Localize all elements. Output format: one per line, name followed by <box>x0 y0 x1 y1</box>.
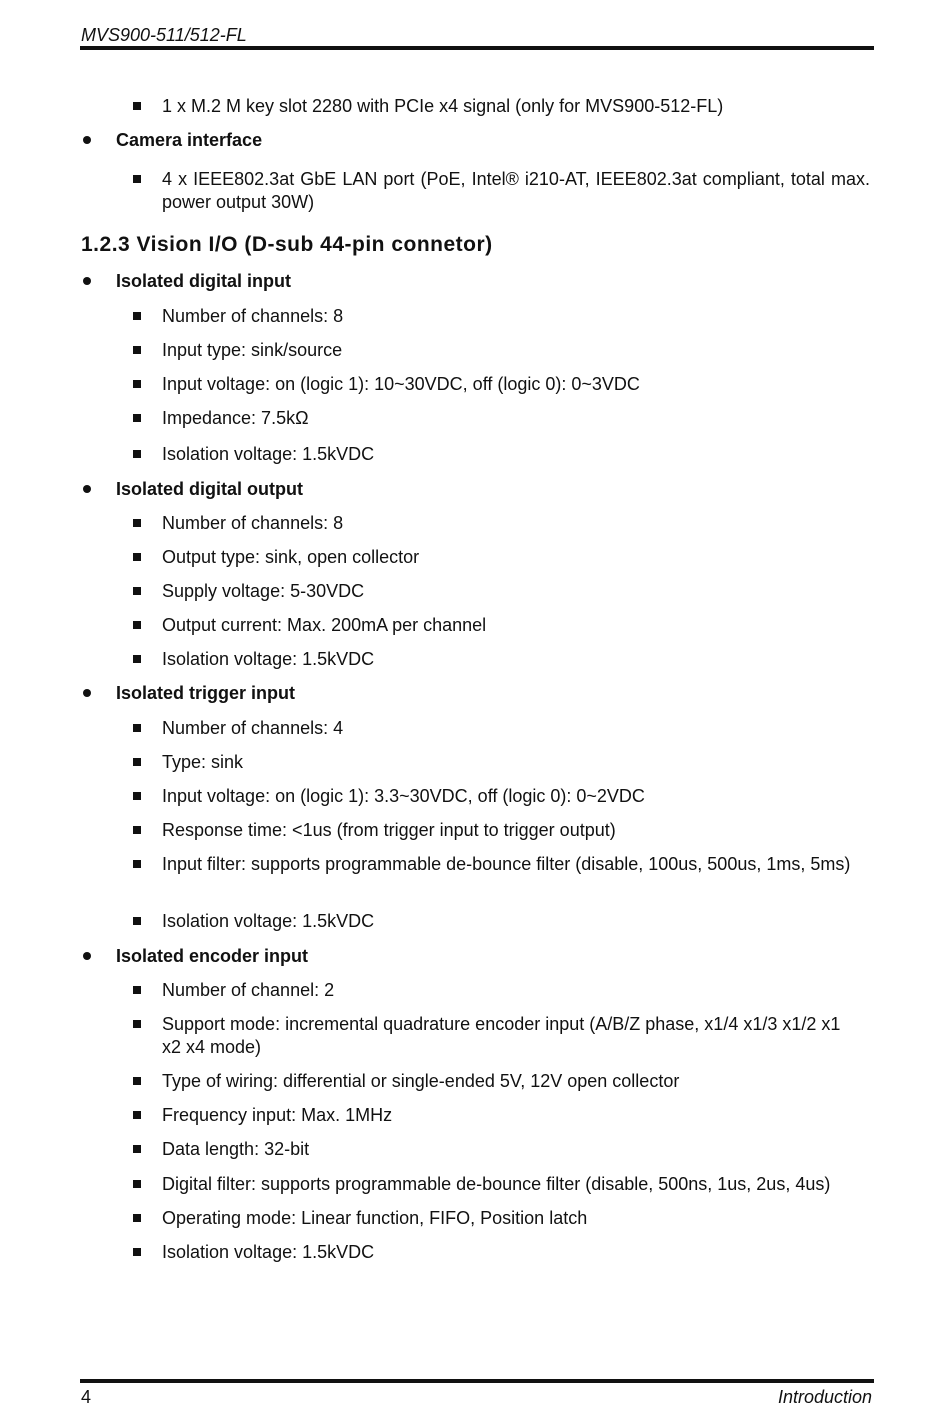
list-item: Supply voltage: 5-30VDC <box>162 581 365 601</box>
square-bullet-icon <box>133 826 141 834</box>
header-divider <box>80 46 874 50</box>
square-bullet-icon <box>133 917 141 925</box>
list-item: Input voltage: on (logic 1): 3.3~30VDC, off (logic 0): 0~2VDC <box>162 786 645 806</box>
digital-output-title: Isolated digital output <box>116 479 303 499</box>
round-bullet-icon <box>83 485 91 493</box>
square-bullet-icon <box>133 621 141 629</box>
square-bullet-icon <box>133 986 141 994</box>
square-bullet-icon <box>133 1077 141 1085</box>
round-bullet-icon <box>83 952 91 960</box>
list-item: Data length: 32-bit <box>162 1139 310 1159</box>
round-bullet-icon <box>83 689 91 697</box>
square-bullet-icon <box>133 380 141 388</box>
footer-divider <box>80 1379 874 1383</box>
list-item: Number of channels: 4 <box>162 718 344 738</box>
list-item: Number of channels: 8 <box>162 306 344 326</box>
page-header-title: MVS900-511/512-FL <box>81 25 247 45</box>
camera-interface-title: Camera interface <box>116 130 263 150</box>
list-item: Isolation voltage: 1.5kVDC <box>162 444 375 464</box>
square-bullet-icon <box>133 655 141 663</box>
square-bullet-icon <box>133 1214 141 1222</box>
square-bullet-icon <box>133 587 141 595</box>
list-item: 4 x IEEE802.3at GbE LAN port (PoE, Intel® i210-AT, IEEE802.3at compliant, total max. power output 30W) <box>162 169 870 212</box>
list-item: Input type: sink/source <box>162 340 343 360</box>
list-item: Response time: <1us (from trigger input to trigger output) <box>162 820 616 840</box>
list-item: Output type: sink, open collector <box>162 547 420 567</box>
list-item: Support mode: incremental quadrature encoder input (A/B/Z phase, x1/4 x1/3 x1/2 x1 x2 x4 mode) <box>162 1014 841 1057</box>
list-item: Digital filter: supports programmable de-bounce filter (disable, 500ns, 1us, 2us, 4us) <box>162 1174 831 1194</box>
square-bullet-icon <box>133 1020 141 1028</box>
list-item: Type: sink <box>162 752 244 772</box>
round-bullet-icon <box>83 277 91 285</box>
square-bullet-icon <box>133 450 141 458</box>
list-item: Output current: Max. 200mA per channel <box>162 615 487 635</box>
section-heading: 1.2.3 Vision I/O (D-sub 44-pin connetor) <box>81 233 493 256</box>
square-bullet-icon <box>133 724 141 732</box>
list-item: Impedance: 7.5kΩ <box>162 408 309 428</box>
square-bullet-icon <box>133 1180 141 1188</box>
square-bullet-icon <box>133 346 141 354</box>
square-bullet-icon <box>133 792 141 800</box>
list-item: Input filter: supports programmable de-bounce filter (disable, 100us, 500us, 1ms, 5ms) <box>162 854 851 874</box>
list-item: Isolation voltage: 1.5kVDC <box>162 649 375 669</box>
square-bullet-icon <box>133 553 141 561</box>
square-bullet-icon <box>133 312 141 320</box>
encoder-input-title: Isolated encoder input <box>116 946 309 966</box>
footer-section-name: Introduction <box>777 1387 872 1407</box>
list-item: Isolation voltage: 1.5kVDC <box>162 1242 375 1262</box>
list-item: Type of wiring: differential or single-ended 5V, 12V open collector <box>162 1071 680 1091</box>
digital-input-title: Isolated digital input <box>116 271 291 291</box>
square-bullet-icon <box>133 414 141 422</box>
list-item: 1 x M.2 M key slot 2280 with PCIe x4 signal (only for MVS900-512-FL) <box>162 96 724 116</box>
square-bullet-icon <box>133 1145 141 1153</box>
list-item: Isolation voltage: 1.5kVDC <box>162 911 375 931</box>
list-item: Number of channels: 8 <box>162 513 344 533</box>
page-number: 4 <box>81 1387 92 1407</box>
list-item: Operating mode: Linear function, FIFO, Position latch <box>162 1208 588 1228</box>
square-bullet-icon <box>133 102 141 110</box>
trigger-input-title: Isolated trigger input <box>116 683 296 703</box>
square-bullet-icon <box>133 860 141 868</box>
list-item: Input voltage: on (logic 1): 10~30VDC, off (logic 0): 0~3VDC <box>162 374 640 394</box>
list-item: Number of channel: 2 <box>162 980 335 1000</box>
round-bullet-icon <box>83 136 91 144</box>
square-bullet-icon <box>133 1111 141 1119</box>
square-bullet-icon <box>133 758 141 766</box>
square-bullet-icon <box>133 519 141 527</box>
square-bullet-icon <box>133 175 141 183</box>
square-bullet-icon <box>133 1248 141 1256</box>
list-item: Frequency input: Max. 1MHz <box>162 1105 393 1125</box>
